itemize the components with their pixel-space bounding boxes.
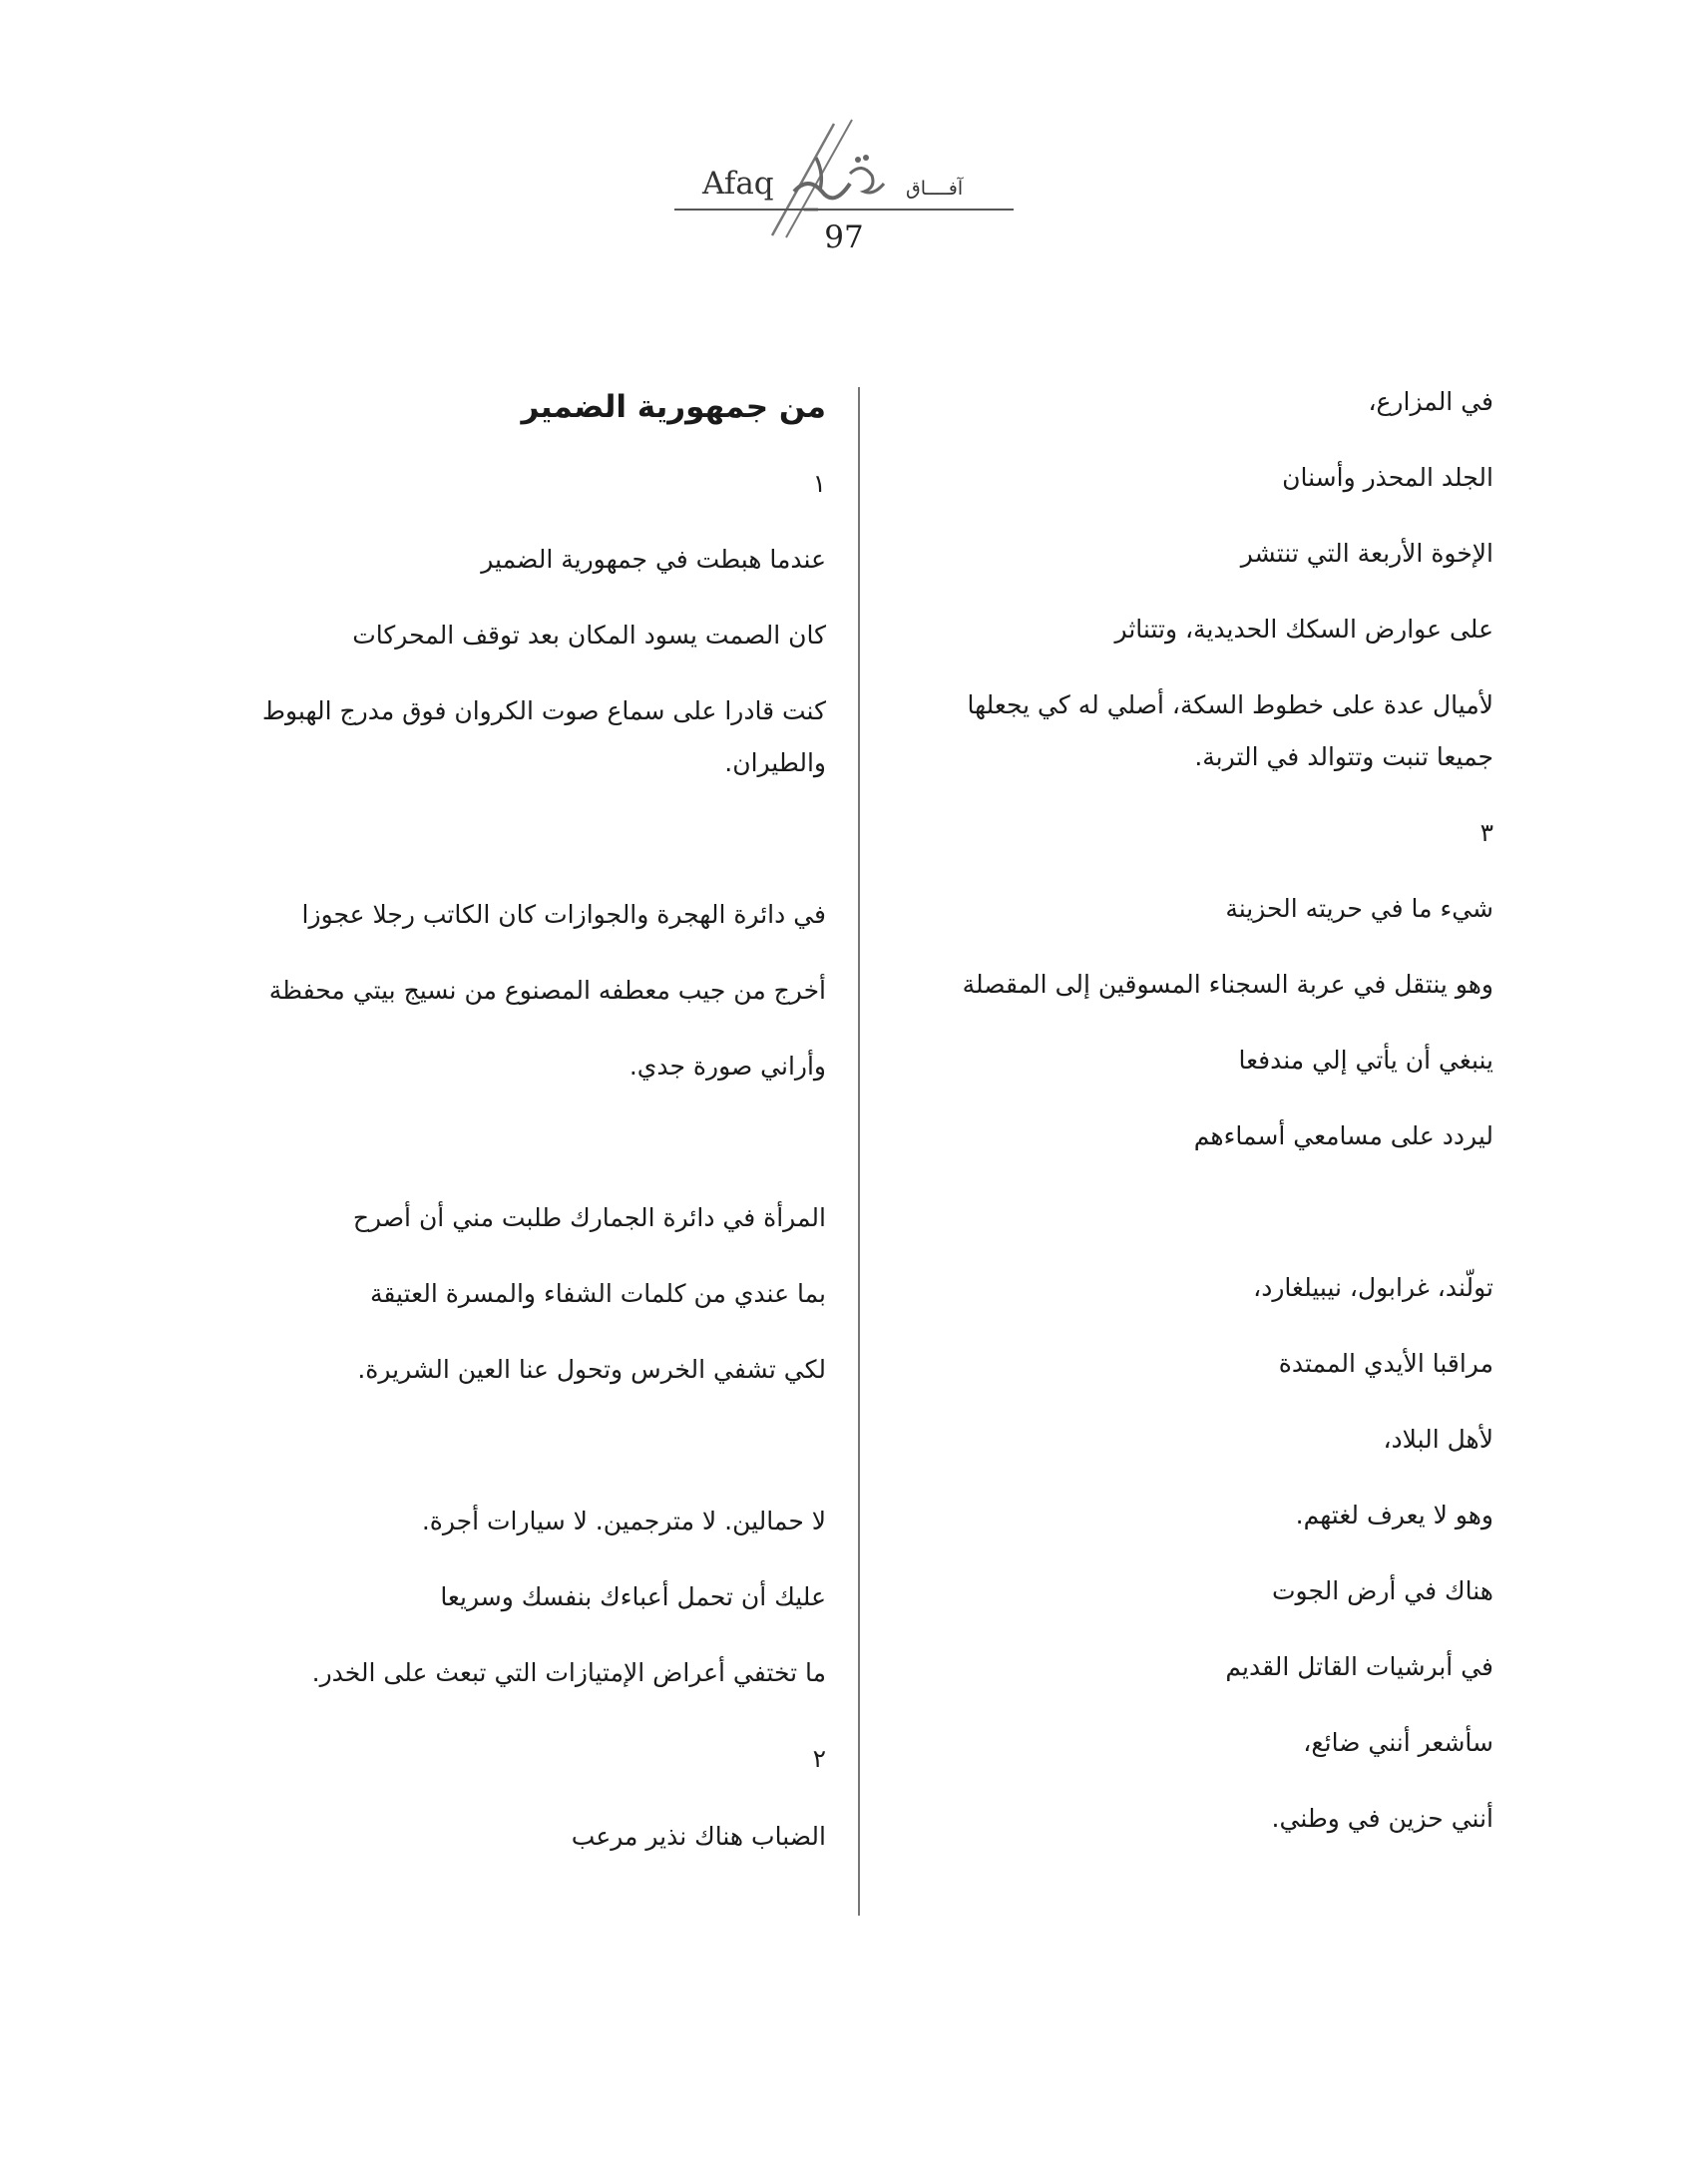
poem-line: والطيران. xyxy=(724,748,826,777)
poem-line: أنني حزين في وطني. xyxy=(1271,1804,1493,1833)
column-divider xyxy=(858,387,860,1916)
poem-line: وأراني صورة جدي. xyxy=(629,1052,826,1081)
poem-line: في دائرة الهجرة والجوازات كان الكاتب رجلا عجوزا xyxy=(301,900,826,929)
masthead-arabic-title: آفــــاق xyxy=(906,178,964,200)
poem-line: وهو لا يعرف لغتهم. xyxy=(1295,1501,1493,1529)
masthead-rule xyxy=(674,209,1014,211)
poem-line: الجلد المحذر وأسنان xyxy=(1282,463,1493,492)
masthead-latin-title: Afaq xyxy=(702,166,774,202)
poem-line: الإخوة الأربعة التي تنتشر xyxy=(1240,539,1493,568)
poem-line: في المزارع، xyxy=(1368,387,1493,416)
page-number: 97 xyxy=(824,219,864,255)
poem-line: على عوارض السكك الحديدية، وتتناثر xyxy=(1114,615,1493,644)
poem-line: لكي تشفي الخرس وتحول عنا العين الشريرة. xyxy=(357,1355,826,1384)
poem-line: هناك في أرض الجوت xyxy=(1272,1576,1493,1605)
poem-line: تولّند، غرابول، نيبيلغارد، xyxy=(1253,1273,1493,1302)
poem-line: بما عندي من كلمات الشفاء والمسرة العتيقة xyxy=(370,1279,826,1308)
poem-line: ينبغي أن يأتي إلي مندفعا xyxy=(1238,1046,1493,1075)
poem-line: الضباب هناك نذير مرعب xyxy=(571,1822,826,1851)
poem-line: ما تختفي أعراض الإمتيازات التي تبعث على الخدر. xyxy=(311,1658,826,1687)
poem-line: عليك أن تحمل أعباءك بنفسك وسريعا xyxy=(440,1582,826,1611)
poem-line: أخرج من جيب معطفه المصنوع من نسيج بيتي محفظة xyxy=(268,976,826,1005)
poem-line: مراقبا الأيدي الممتدة xyxy=(1278,1349,1493,1378)
poem-line: لأميال عدة على خطوط السكة، أصلي له كي يجعلها xyxy=(967,690,1493,719)
poem-line: في أبرشيات القاتل القديم xyxy=(1225,1652,1493,1681)
poem-line: وهو ينتقل في عربة السجناء المسوقين إلى المقصلة xyxy=(962,970,1493,999)
poem-line: لأهل البلاد، xyxy=(1383,1425,1493,1454)
poem-line: كنت قادرا على سماع صوت الكروان فوق مدرج الهبوط xyxy=(261,696,826,725)
poem-line: المرأة في دائرة الجمارك طلبت مني أن أصرح xyxy=(352,1203,826,1232)
section-number: ١ xyxy=(812,469,826,498)
section-number: ٣ xyxy=(1479,818,1493,847)
poem-line: شيء ما في حريته الحزينة xyxy=(1225,894,1493,923)
poem-line: سأشعر أنني ضائع، xyxy=(1303,1728,1493,1757)
section-number: ٢ xyxy=(812,1744,826,1773)
poem-line: لا حمالين. لا مترجمين. لا سيارات أجرة. xyxy=(421,1507,826,1535)
poem-line: ليردد على مسامعي أسماءهم xyxy=(1193,1121,1493,1150)
poem-line: جميعا تنبت وتتوالد في التربة. xyxy=(1194,742,1493,771)
poem-line: كان الصمت يسود المكان بعد توقف المحركات xyxy=(352,621,826,650)
poem-title: من جمهورية الضمير xyxy=(521,389,826,425)
poem-line: عندما هبطت في جمهورية الضمير xyxy=(481,545,826,574)
